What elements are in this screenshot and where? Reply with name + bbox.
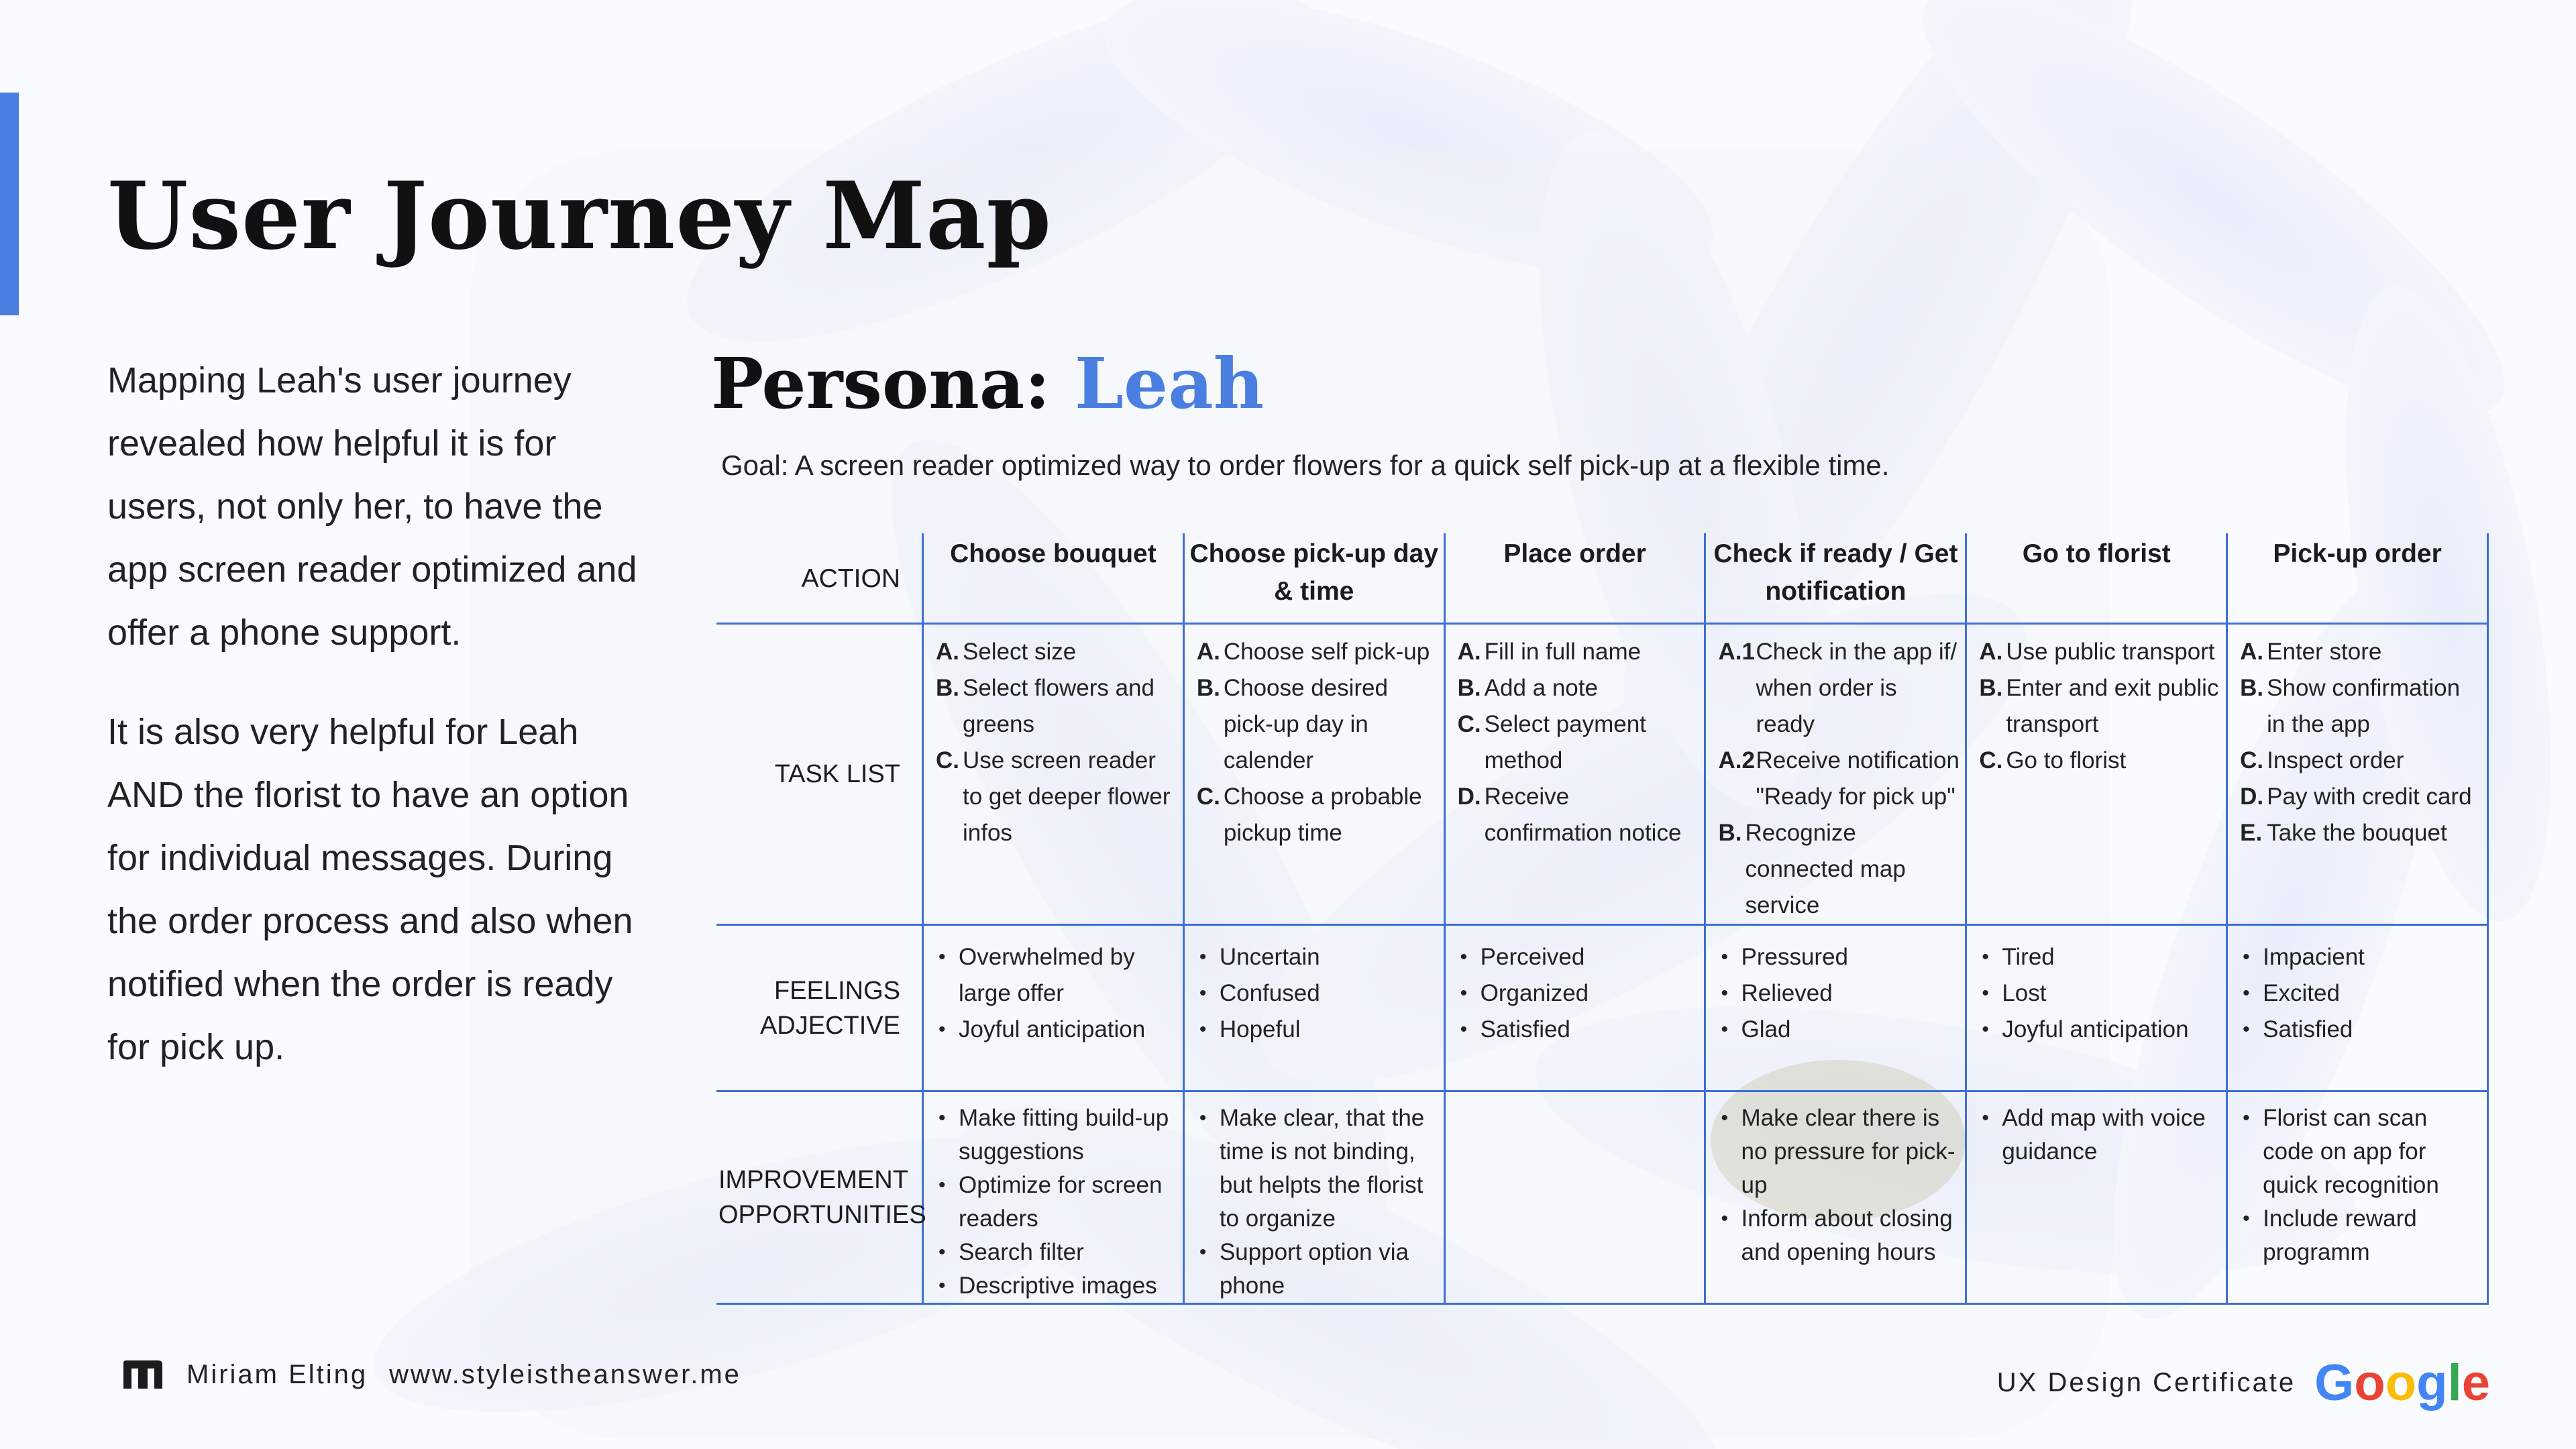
task-key: B. (1979, 675, 2003, 701)
stage-header: Pick-up order (2227, 535, 2488, 624)
task-text: Take the bouquet (2267, 820, 2447, 846)
persona-goal: Goal: A screen reader optimized way to order flowers for a quick self pick-up at a flexible time. (721, 449, 1890, 481)
task-item (1458, 706, 1699, 779)
feeling-item: • Satisfied (2263, 1012, 2481, 1048)
task-text: Select size (963, 639, 1077, 665)
task-key: A.1 (1718, 639, 1755, 665)
feeling-item: • Uncertain (1220, 939, 1438, 975)
task-text: Choose desired pick-up day in calender (1223, 675, 1388, 773)
feeling-item: • Joyful anticipation (959, 1012, 1177, 1048)
google-logo-letter: o (2354, 1354, 2385, 1411)
feelings-list (1718, 939, 1960, 1048)
task-item (1458, 634, 1699, 670)
page-title: User Journey Map (107, 161, 1052, 270)
task-cell (1966, 624, 2227, 925)
task-key: C. (1979, 747, 2003, 773)
task-text: Use public transport (2006, 639, 2215, 665)
task-item (1718, 815, 1960, 924)
intro-paragraph-2: It is also very helpful for Leah AND the florist to have an option for individual messages. During the order process and also when notified when the order is ready for pick up. (107, 712, 633, 1067)
certificate-label: UX Design Certificate (1996, 1368, 2296, 1397)
task-text: Choose self pick-up (1223, 639, 1430, 665)
google-logo (2314, 1354, 2490, 1412)
task-key: B. (936, 675, 959, 701)
task-key: A. (1979, 639, 2003, 665)
task-item (936, 670, 1177, 743)
google-logo-letter: l (2447, 1354, 2462, 1411)
task-cell (1444, 624, 1705, 925)
improvements-list (1979, 1102, 2220, 1169)
task-key: A. (936, 639, 959, 665)
task-cell (1183, 624, 1444, 925)
improvements-list (936, 1102, 1177, 1303)
persona-label: Persona: (711, 342, 1051, 425)
task-text: Enter store (2267, 639, 2382, 665)
improvements-cell (1705, 1091, 1966, 1304)
improvement-item: • Florist can scan code on app for quick recognition (2263, 1102, 2481, 1202)
feelings-list (1979, 939, 2220, 1048)
improvements-row (718, 1091, 2488, 1304)
task-text: Pay with credit card (2267, 784, 2472, 810)
stage-header: Go to florist (1966, 535, 2227, 624)
task-item (1458, 670, 1699, 706)
task-key: C. (1196, 784, 1220, 810)
task-text: Select payment method (1484, 711, 1646, 773)
task-text: Receive notification "Ready for pick up" (1756, 747, 1960, 810)
improvement-item: • Search filter (959, 1236, 1177, 1269)
journey-table (716, 533, 2489, 1305)
row-label-feelings: FEELINGS ADJECTIVE (718, 925, 923, 1091)
task-item (2240, 779, 2481, 815)
task-item (1979, 670, 2220, 743)
google-logo-letter: e (2461, 1354, 2490, 1411)
task-text: Check in the app if/ when order is ready (1756, 639, 1957, 737)
persona-name: Leah (1074, 342, 1265, 425)
footer-certificate (1997, 1354, 2490, 1412)
author-logo-icon (121, 1359, 164, 1390)
task-key: B. (2240, 675, 2264, 701)
task-item (1458, 779, 1699, 851)
task-item (2240, 743, 2481, 779)
feeling-item: • Satisfied (1481, 1012, 1699, 1048)
task-key: A. (2240, 639, 2264, 665)
intro-text (107, 349, 644, 1115)
feeling-item: • Lost (2002, 975, 2220, 1012)
task-row (718, 624, 2488, 925)
feelings-list (936, 939, 1177, 1048)
stage-header: Choose pick-up day & time (1183, 535, 1444, 624)
task-key: E. (2240, 820, 2263, 846)
improvements-list (1718, 1102, 1960, 1269)
task-item (2240, 634, 2481, 670)
task-item (1718, 743, 1960, 815)
stage-header: Check if ready / Get notification (1705, 535, 1966, 624)
task-item (1197, 779, 1438, 851)
task-text: Add a note (1484, 675, 1598, 701)
improvements-cell (923, 1091, 1184, 1304)
task-item (1979, 743, 2220, 779)
task-cell (1705, 624, 1966, 925)
feelings-row (718, 925, 2488, 1091)
task-text: Recognize connected map service (1745, 820, 1906, 918)
task-key: B. (1457, 675, 1481, 701)
improvements-cell (1444, 1091, 1705, 1304)
improvement-item: • Descriptive images (959, 1269, 1177, 1303)
improvement-item: • Make clear, that the time is not binding, but helpts the florist to organize (1220, 1102, 1438, 1236)
task-text: Choose a probable pickup time (1223, 784, 1422, 846)
persona-heading (711, 342, 1264, 425)
feeling-item: • Joyful anticipation (2002, 1012, 2220, 1048)
feelings-cell (1183, 925, 1444, 1091)
author-website-link[interactable]: www.styleistheanswer.me (389, 1359, 741, 1389)
feelings-cell (1705, 925, 1966, 1091)
task-item (936, 743, 1177, 851)
task-key: B. (1718, 820, 1742, 846)
improvements-list (2240, 1102, 2481, 1269)
improvement-item: • Make fitting build-up suggestions (959, 1102, 1177, 1169)
row-label-action: ACTION (718, 535, 923, 624)
task-key: B. (1196, 675, 1220, 701)
task-key: A. (1457, 639, 1481, 665)
feeling-item: • Glad (1741, 1012, 1960, 1048)
task-key: A. (1196, 639, 1220, 665)
stage-header: Place order (1444, 535, 1705, 624)
task-key: C. (936, 747, 959, 773)
task-key: C. (2240, 747, 2264, 773)
task-text: Inspect order (2267, 747, 2404, 773)
task-key: D. (2240, 784, 2264, 810)
feelings-list (2240, 939, 2481, 1048)
improvements-cell (1183, 1091, 1444, 1304)
feelings-cell (1966, 925, 2227, 1091)
feeling-item: • Impacient (2263, 939, 2481, 975)
improvement-item: • Inform about closing and opening hours (1741, 1202, 1960, 1269)
feeling-item: • Relieved (1741, 975, 1960, 1012)
feeling-item: • Overwhelmed by large offer (959, 939, 1177, 1012)
stage-header: Choose bouquet (923, 535, 1184, 624)
task-key: C. (1457, 711, 1481, 737)
feeling-item: • Pressured (1741, 939, 1960, 975)
improvement-item: • Add map with voice guidance (2002, 1102, 2220, 1169)
task-item (1979, 634, 2220, 670)
author-name: Miriam Elting (186, 1359, 368, 1389)
task-item (936, 634, 1177, 670)
improvement-item: • Optimize for screen readers (959, 1169, 1177, 1236)
task-text: Go to florist (2006, 747, 2127, 773)
improvement-item: • Make clear there is no pressure for pick-up (1741, 1102, 1960, 1202)
task-text: Receive confirmation notice (1484, 784, 1682, 846)
action-row (718, 535, 2488, 624)
feeling-item: • Hopeful (1220, 1012, 1438, 1048)
intro-paragraph-1: Mapping Leah's user journey revealed how helpful it is for users, not only her, to have the app screen reader optimized and offer a phone support. (107, 360, 637, 653)
task-item (2240, 670, 2481, 743)
task-item (1197, 670, 1438, 779)
task-text: Fill in full name (1484, 639, 1642, 665)
task-text: Show confirmation in the app (2267, 675, 2461, 737)
task-text: Enter and exit public transport (2006, 675, 2219, 737)
improvements-cell (2227, 1091, 2488, 1304)
task-key: D. (1457, 784, 1481, 810)
row-label-tasks: TASK LIST (718, 624, 923, 925)
feeling-item: • Organized (1481, 975, 1699, 1012)
task-cell (923, 624, 1184, 925)
improvements-cell (1966, 1091, 2227, 1304)
feelings-cell (2227, 925, 2488, 1091)
task-text: Use screen reader to get deeper flower infos (963, 747, 1171, 846)
feeling-item: • Tired (2002, 939, 2220, 975)
feeling-item: • Confused (1220, 975, 1438, 1012)
task-item (1197, 634, 1438, 670)
improvement-item: • Include reward programm (2263, 1202, 2481, 1269)
google-logo-letter: g (2416, 1354, 2448, 1411)
feelings-list (1458, 939, 1699, 1048)
feelings-list (1197, 939, 1438, 1048)
google-logo-letter: o (2385, 1354, 2417, 1411)
task-text: Select flowers and greens (963, 675, 1155, 737)
task-item (1718, 634, 1960, 743)
feeling-item: • Perceived (1481, 939, 1699, 975)
improvements-list (1197, 1102, 1438, 1303)
feelings-cell (1444, 925, 1705, 1091)
google-logo-letter: G (2314, 1354, 2355, 1411)
task-key: A.2 (1718, 747, 1755, 773)
task-cell (2227, 624, 2488, 925)
row-label-improvements: IMPROVEMENT OPPORTUNITIES (718, 1091, 923, 1304)
task-item (2240, 815, 2481, 851)
feelings-cell (923, 925, 1184, 1091)
feeling-item: • Excited (2263, 975, 2481, 1012)
accent-bar (0, 93, 19, 315)
footer-author (121, 1359, 741, 1390)
improvement-item: • Support option via phone (1220, 1236, 1438, 1303)
